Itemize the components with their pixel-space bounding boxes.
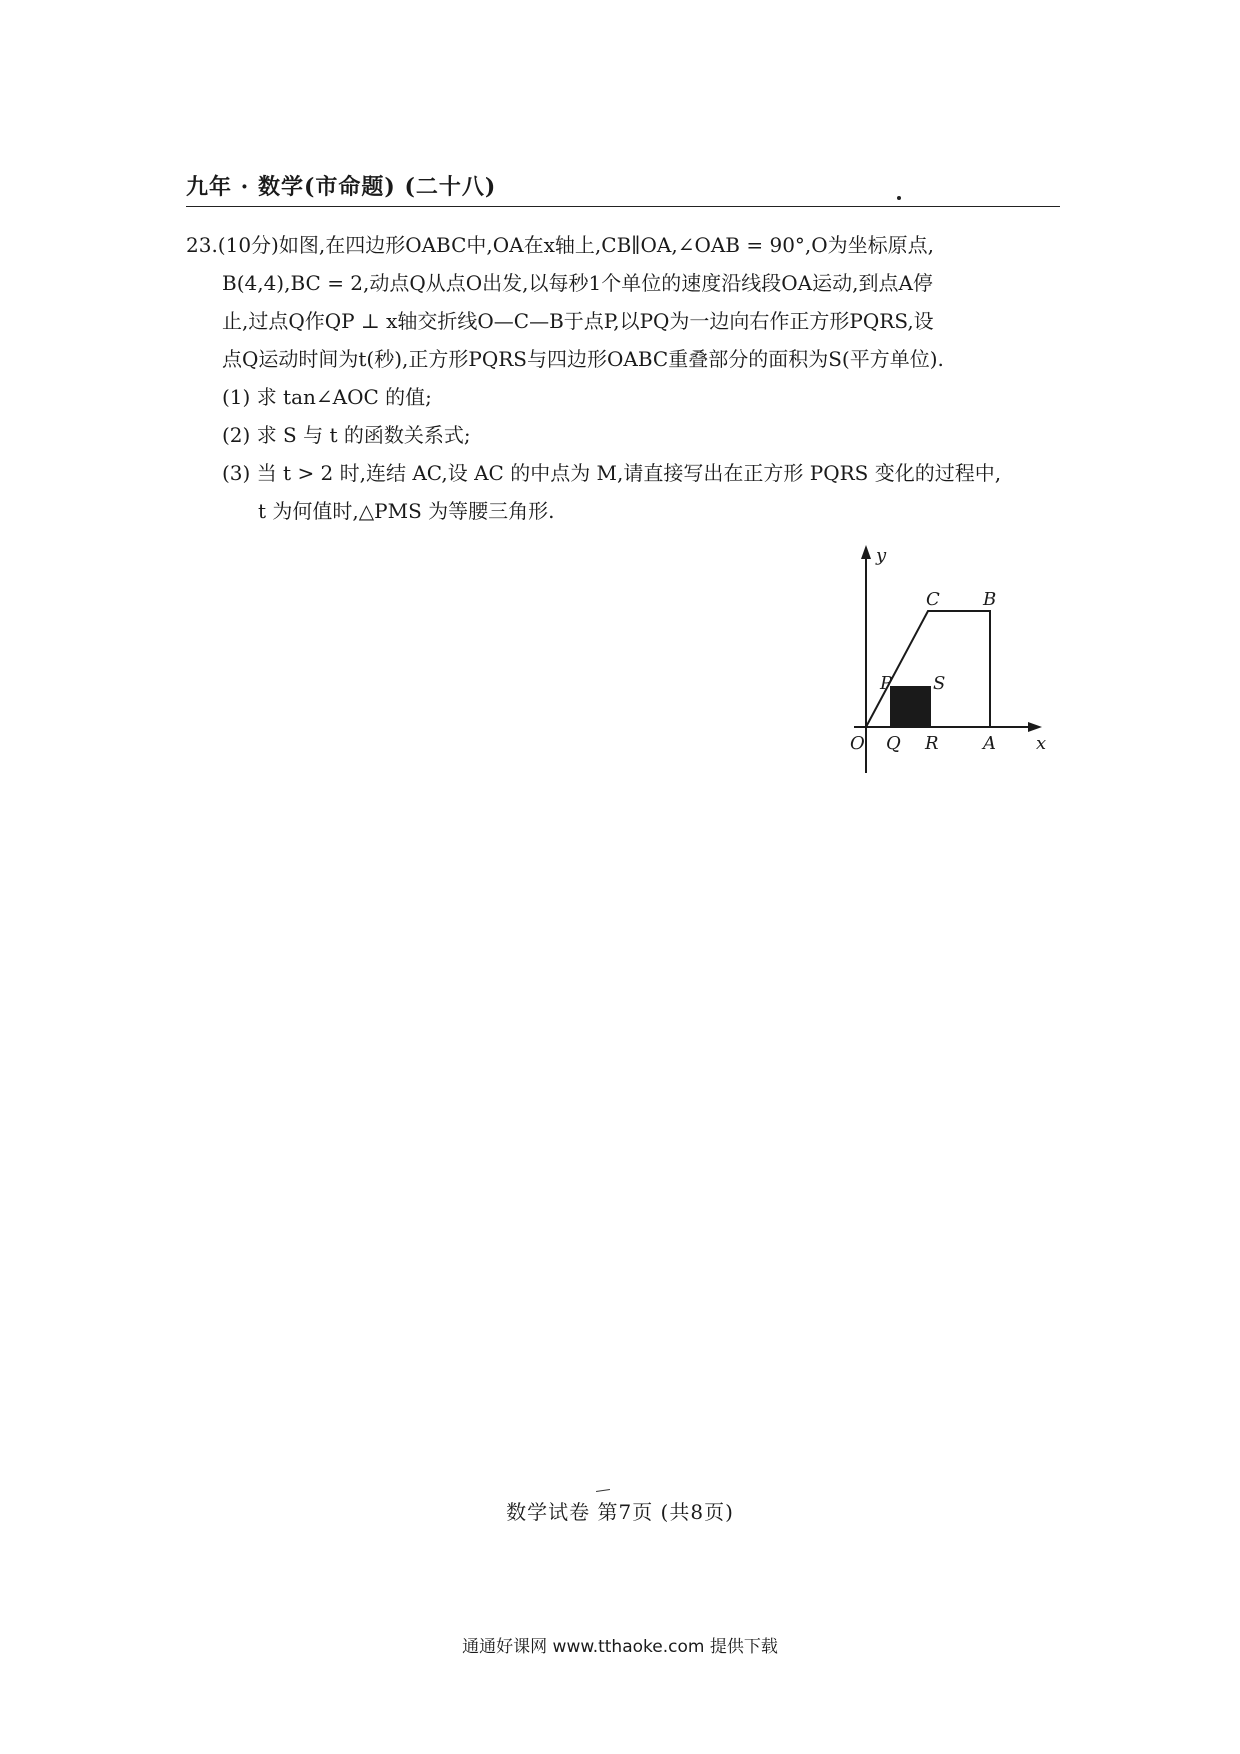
footer-scan-mark xyxy=(596,1489,610,1492)
page-header: 九年 · 数学(市命题) (二十八) xyxy=(186,174,497,200)
label-b: B xyxy=(983,589,997,610)
download-watermark: 通通好课网 www.tthaoke.com 提供下载 xyxy=(462,1637,778,1657)
label-a: A xyxy=(983,733,996,754)
y-axis-arrow xyxy=(861,545,871,559)
label-x: x xyxy=(1036,733,1047,754)
subquestion-1: (1) 求 tan∠AOC 的值; xyxy=(222,385,432,409)
problem-line-2: B(4,4),BC = 2,动点Q从点O出发,以每秒1个单位的速度沿线段OA运动,到点A停 xyxy=(222,271,933,295)
scan-speck xyxy=(897,196,901,200)
subquestion-2: (2) 求 S 与 t 的函数关系式; xyxy=(222,423,471,447)
subquestion-3-continued: t 为何值时,△PMS 为等腰三角形. xyxy=(258,499,555,523)
problem-line-4: 点Q运动时间为t(秒),正方形PQRS与四边形OABC重叠部分的面积为S(平方单位). xyxy=(222,347,944,371)
square-pqrs xyxy=(890,686,931,727)
label-y: y xyxy=(876,545,887,566)
label-o: O xyxy=(850,733,865,754)
problem-line-3: 止,过点Q作QP ⊥ x轴交折线O—C—B于点P,以PQ为一边向右作正方形PQRS,设 xyxy=(222,309,934,333)
page-footer: 数学试卷 第7页 (共8页) xyxy=(506,1500,734,1524)
label-r: R xyxy=(925,733,939,754)
label-q: Q xyxy=(886,733,901,754)
label-p: P xyxy=(880,673,893,694)
label-c: C xyxy=(926,589,940,610)
subquestion-3: (3) 当 t > 2 时,连结 AC,设 AC 的中点为 M,请直接写出在正方形 PQRS 变化的过程中, xyxy=(222,461,1002,485)
label-s: S xyxy=(933,673,946,694)
figure-svg xyxy=(840,545,1070,785)
problem-23 xyxy=(186,226,1066,530)
header-rule xyxy=(186,206,1060,207)
x-axis-arrow xyxy=(1028,722,1042,732)
problem-line-1: 23.(10分)如图,在四边形OABC中,OA在x轴上,CB∥OA,∠OAB = 90°,O为坐标原点, xyxy=(186,233,935,257)
coordinate-figure xyxy=(840,545,1070,785)
